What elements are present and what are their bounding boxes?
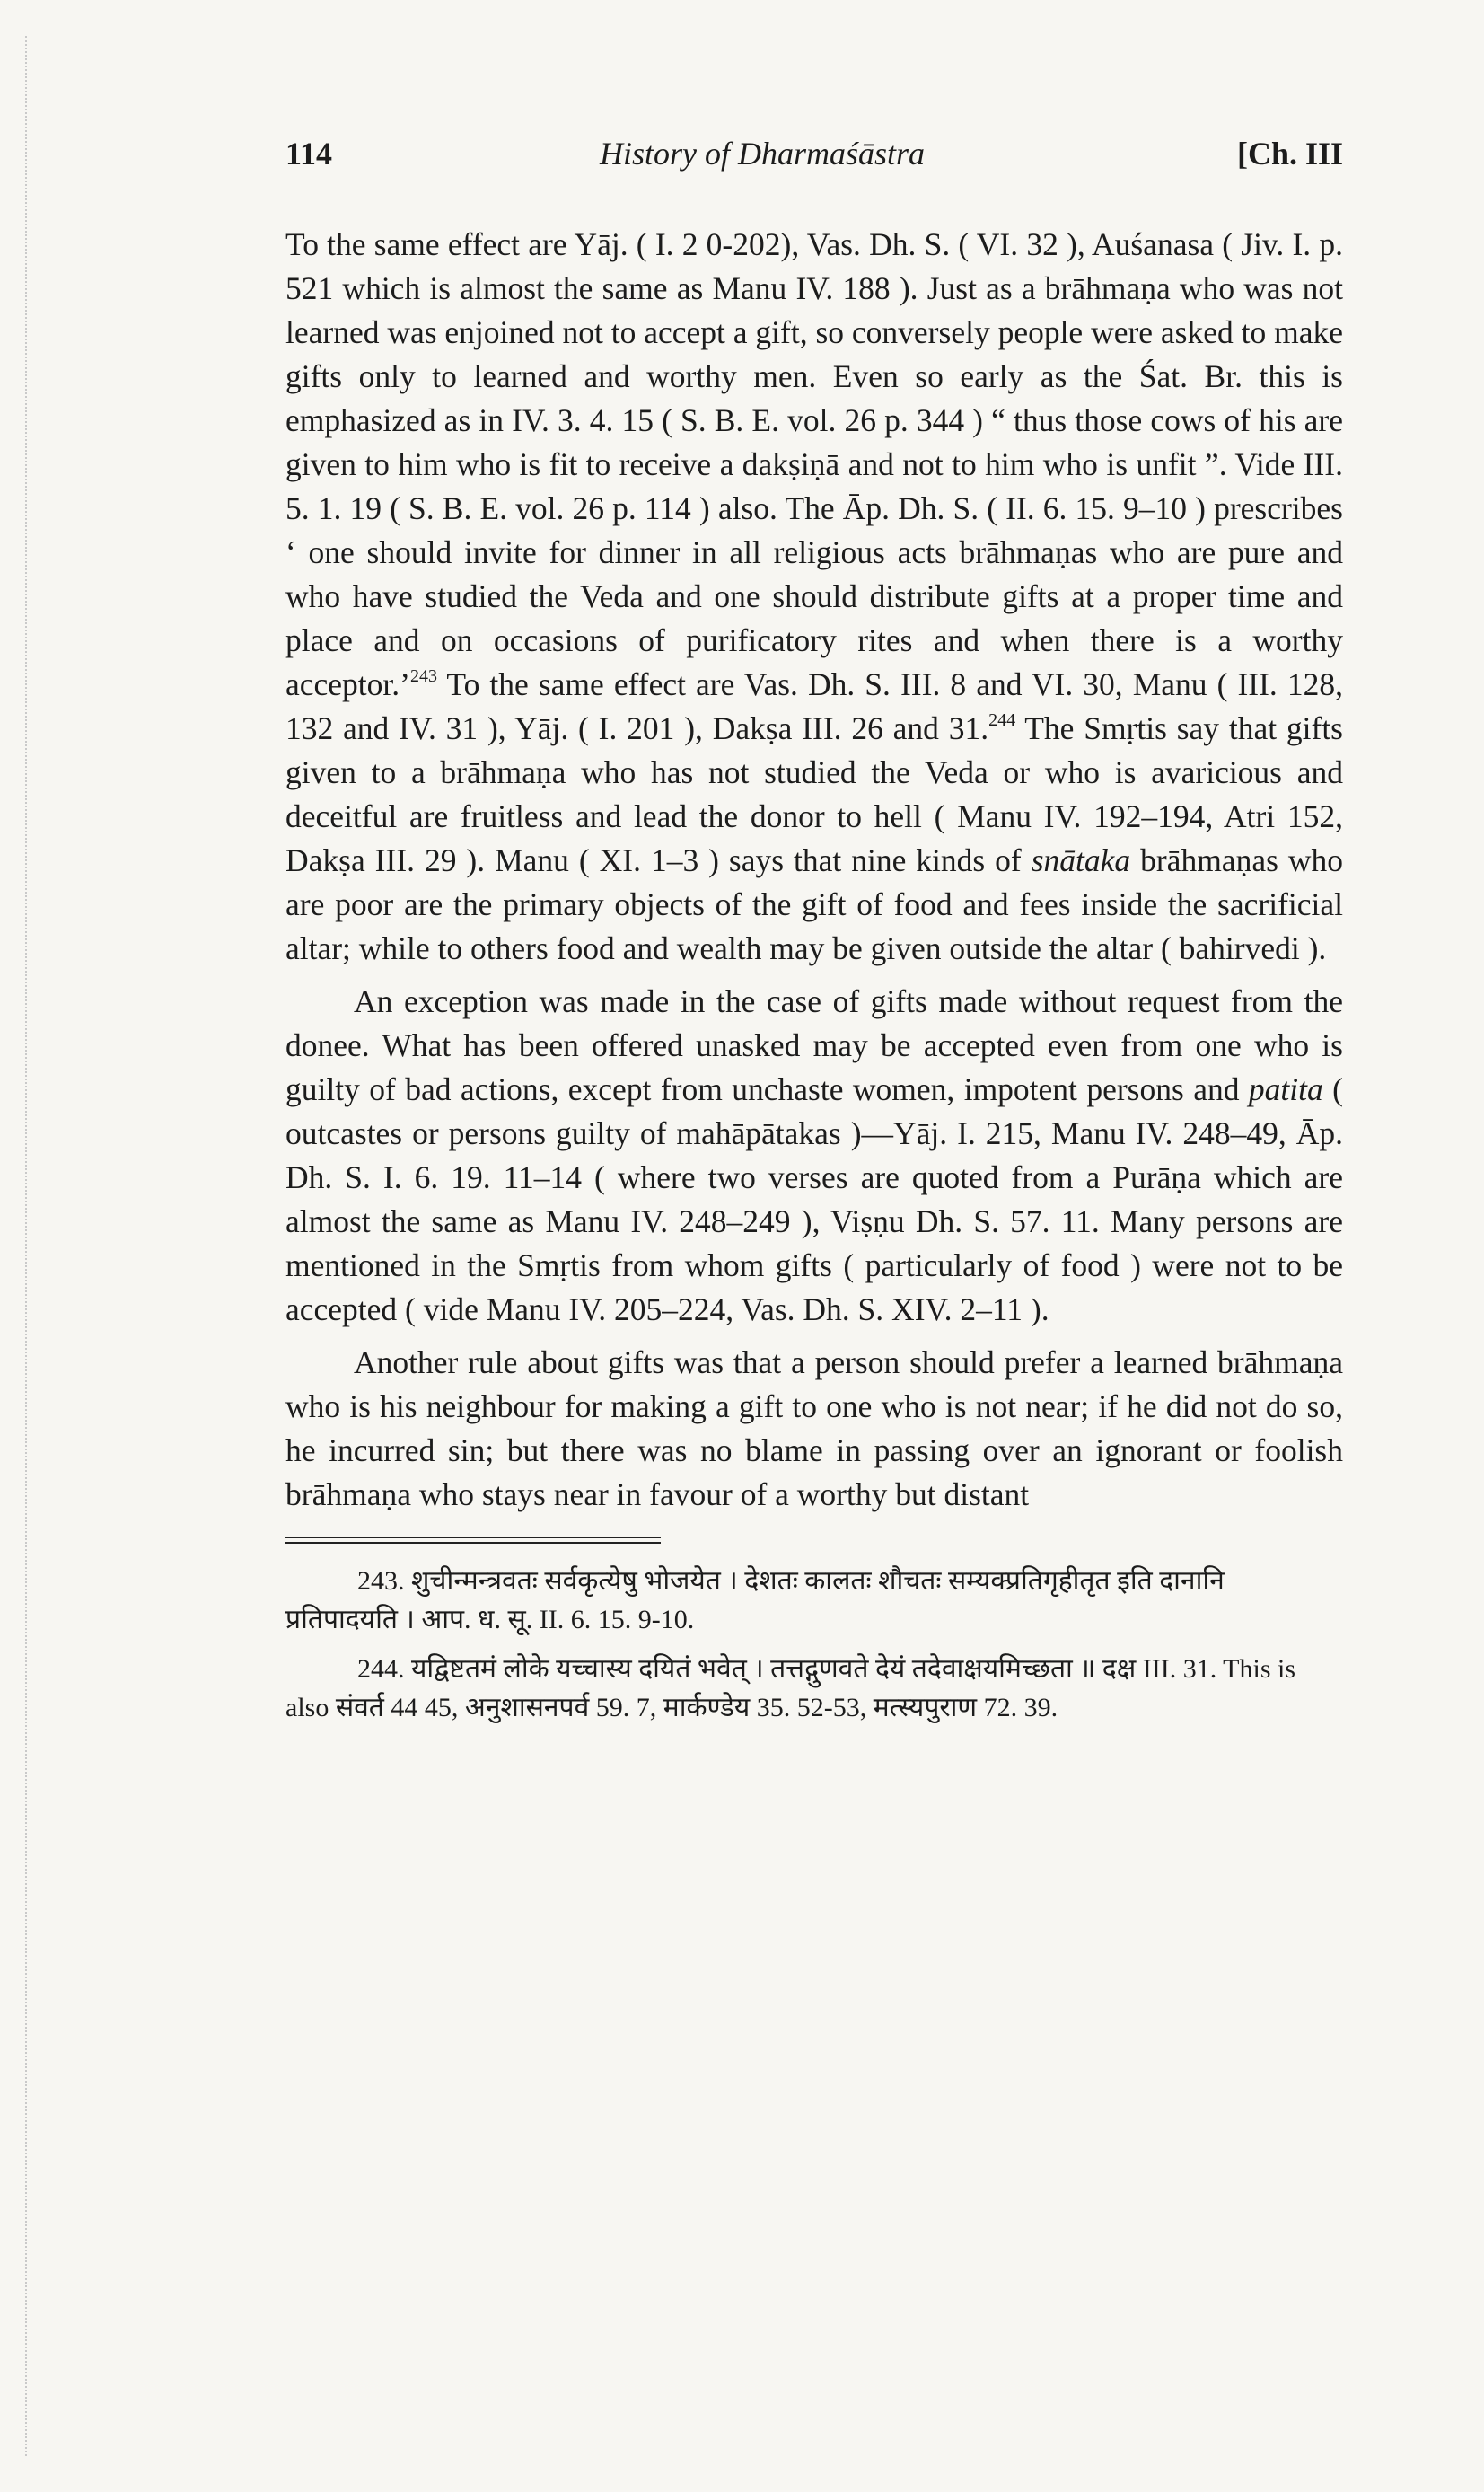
body-text [285, 223, 1343, 1517]
paragraph-text: To the same effect are Vas. Dh. S. III. 8 and VI. 30, Manu ( III. 128, 132 and IV. 31 ), Yāj. ( I. 201 ), Dakṣa III. 26 and 31. [285, 666, 1343, 746]
footnote-ref-244: 244 [988, 710, 1016, 731]
footnote-rule [285, 1537, 661, 1544]
paragraph-2 [285, 980, 1343, 1332]
paragraph-text: To the same effect are Yāj. ( I. 2 0-202), Vas. Dh. S. ( VI. 32 ), Auśanasa ( Jiv. I. p. 521 which is almost the same as Manu IV. 188 ). Just as a brāhmaṇa who was not learned was enjoined not to accept a gift, so conversely people were asked to make gifts only to learned and worthy men. Even so early as the Śat. Br. this is emphasized as in IV. 3. 4. 15 ( S. B. E. vol. 26 p. 344 ) “ thus those cows of his are given to him who is fit to receive a dakṣiṇā and not to him who is unfit ”. Vide III. 5. 1. 19 ( S. B. E. vol. 26 p. 114 ) also. The Āp. Dh. S. ( II. 6. 15. 9–10 ) prescribes ‘ one should invite for dinner in all religious acts brāhmaṇas who are pure and who have studied the Veda and one should distribute gifts at a proper time and place and on occasions of purificatory rites and when there is a worthy acceptor.’ [285, 226, 1343, 702]
paragraph-text: An exception was made in the case of gifts made without request from the donee. What has been offered unasked may be accepted even from one who is guilty of bad actions, except from unchaste women, impotent persons and [285, 983, 1343, 1107]
footnote-number: 244. [357, 1654, 405, 1684]
footnotes [285, 1562, 1343, 1727]
footnote-text: यद्विष्टतमं लोके यच्चास्य दयितं भवेत् । तत्तद्गुणवते देयं तदेवाक्षयमिच्छता ॥ दक्ष III. 31. This is also संवर्त 44 45, अनुशासनपर्व 59. 7, मार्कण्डेय 35. 52-53, मत्स्यपुराण 72. 39. [285, 1654, 1296, 1722]
paragraph-3 [285, 1341, 1343, 1517]
italic-term: snātaka [1031, 842, 1131, 878]
footnote-number: 243. [357, 1566, 405, 1596]
paragraph-text: Another rule about gifts was that a person should prefer a learned brāhmaṇa who is his neighbour for making a gift to one who is not near; if he did not do so, he incurred sin; but there was no blame in passing over an ignorant or foolish brāhmaṇa who stays near in favour of a worthy but distant [285, 1344, 1343, 1512]
running-header [285, 135, 1343, 185]
chapter-label: [Ch. III [1236, 136, 1343, 172]
footnote-244 [285, 1650, 1343, 1727]
footnote-243 [285, 1562, 1343, 1639]
page-number: 114 [285, 136, 333, 172]
paragraph-text: The Smṛtis say that gifts given to a brāhmaṇa who has not studied the Veda or who is avaricious and deceitful are fruitless and lead the donor to hell ( Manu IV. 192–194, Atri 152, Dakṣa III. 29 ). Manu ( XI. 1–3 ) says that nine kinds of [285, 710, 1343, 878]
book-page [285, 135, 1343, 1738]
scan-margin-mark [25, 36, 27, 2456]
paragraph-1 [285, 223, 1343, 971]
paragraph-text: brāhmaṇas who are poor are the primary objects of the gift of food and fees inside the sacrificial altar; while to others food and wealth may be given outside the altar ( bahirvedi ). [285, 842, 1343, 966]
footnote-text: शुचीन्मन्त्रवतः सर्वकृत्येषु भोजयेत । देशतः कालतः शौचतः सम्यक्प्रतिगृहीतृत इति दानानि प्रतिपादयति । आप. ध. सू. II. 6. 15. 9-10. [285, 1566, 1225, 1634]
paragraph-text: ( outcastes or persons guilty of mahāpātakas )—Yāj. I. 215, Manu IV. 248–49, Āp. Dh. S. I. 6. 19. 11–14 ( where two verses are quoted from a Purāṇa which are almost the same as Manu IV. 248–249 ), Viṣṇu Dh. S. 57. 11. Many persons are mentioned in the Smṛtis from whom gifts ( particularly of food ) were not to be accepted ( vide Manu IV. 205–224, Vas. Dh. S. XIV. 2–11 ). [285, 1071, 1343, 1327]
footnote-ref-243: 243 [409, 666, 437, 687]
italic-term: patita [1248, 1071, 1323, 1107]
running-title: History of Dharmaśāstra [600, 136, 926, 172]
